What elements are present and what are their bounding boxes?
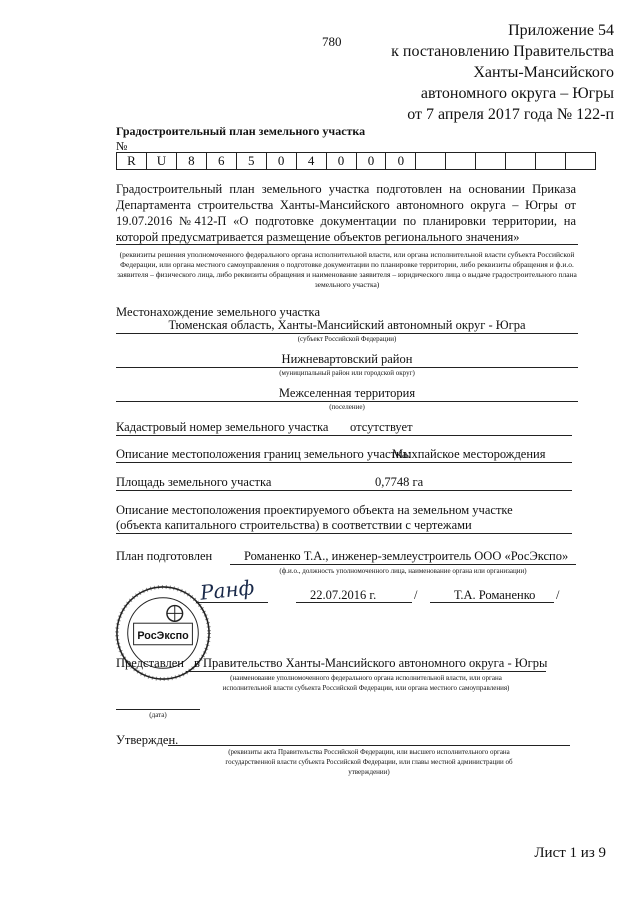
date-caption: (дата) xyxy=(149,711,167,719)
number-cell: 8 xyxy=(177,153,207,169)
number-cell xyxy=(446,153,476,169)
district-caption: (муниципальный район или городской округ) xyxy=(279,369,415,377)
underline xyxy=(116,462,572,463)
underline xyxy=(230,564,576,565)
divider xyxy=(116,244,578,245)
prepared-date: 22.07.2016 г. xyxy=(310,588,377,602)
basis-text: Градостроительный план земельного участка подготовлен на основании Приказа Департамента строительства Ханты-Мансийского автономного округа – Югры от 19.07.2016 №412-П «О подготовке документации по планировки территории, на которой предусматривается размещение объектов регионального значения» xyxy=(116,182,576,244)
number-cell: U xyxy=(147,153,177,169)
requisites-note: (реквизиты решения уполномоченного федерального органа исполнительной власти, или органа исполнительной власти субъекта Российской Федерации, или органа местного самоуправления о подготовке документации по планировке территории, либо реквизиты обращения и ф.и.о. заявителя – физического лица, либо реквизиты обращения и наименование заявителя – юридического лица о выдаче градостроительного плана земельного участка) xyxy=(117,250,577,289)
boundaries-value: Мыхпайское месторождения xyxy=(392,447,546,461)
appendix-line-4: автономного округа – Югры xyxy=(420,85,614,102)
appendix-line-5: от 7 апреля 2017 года № 122-п xyxy=(407,106,614,123)
number-cell xyxy=(566,153,595,169)
number-cell xyxy=(506,153,536,169)
number-cell xyxy=(416,153,446,169)
slash: / xyxy=(414,588,418,602)
area-value: 0,7748 га xyxy=(375,475,424,489)
object-location-line-1: Описание местоположения проектируемого объекта на земельном участке xyxy=(116,503,513,517)
underline xyxy=(296,602,412,603)
presented-label: Представлен xyxy=(116,656,184,670)
presented-caption-1: (наименование уполномоченного федерального органа исполнительной власти, или органа xyxy=(230,674,502,682)
approved-caption-3: утверждении) xyxy=(348,768,390,776)
underline xyxy=(168,745,570,746)
underline xyxy=(116,367,578,368)
presented-value: в Правительство Ханты-Мансийского автономного округа - Югры xyxy=(194,656,548,670)
plan-title: Градостроительный план земельного участка xyxy=(116,124,366,138)
prepared-name: Т.А. Романенко xyxy=(454,588,536,602)
district-value: Нижневартовский район xyxy=(281,352,413,366)
approved-label: Утвержден. xyxy=(116,733,179,747)
approved-caption-2: государственной власти субъекта Российской Федерации, или главы местной администрации об xyxy=(225,758,513,766)
number-cell: 0 xyxy=(267,153,297,169)
underline xyxy=(116,533,572,534)
sheet-counter: Лист 1 из 9 xyxy=(534,845,606,861)
object-location-line-2: (объекта капитального строительства) в соответствии с чертежами xyxy=(116,518,472,532)
underline xyxy=(116,490,572,491)
prepared-caption: (ф.и.о., должность уполномоченного лица, наименование органа или организации) xyxy=(279,567,527,575)
number-cell xyxy=(536,153,566,169)
cadastral-value: отсутствует xyxy=(350,420,413,434)
number-cell: R xyxy=(117,153,147,169)
underline xyxy=(116,333,578,334)
signature: Ранф xyxy=(198,575,256,605)
date-line xyxy=(116,709,200,710)
underline xyxy=(186,671,546,672)
number-cell: 6 xyxy=(207,153,237,169)
underline xyxy=(430,602,554,603)
number-cell xyxy=(476,153,506,169)
slash: / xyxy=(556,588,560,602)
subject-value: Тюменская область, Ханты-Мансийский автономный округ - Югра xyxy=(168,318,526,332)
cadastral-label: Кадастровый номер земельного участка xyxy=(116,420,329,434)
subject-caption: (субъект Российской Федерации) xyxy=(297,335,397,343)
plan-number-label: № xyxy=(116,139,128,153)
stamp-text: РосЭкспо xyxy=(137,629,189,642)
underline xyxy=(116,435,572,436)
number-cell: 5 xyxy=(237,153,267,169)
presented-caption-2: исполнительной власти субъекта Российской Федерации, или органа местного самоуправления) xyxy=(222,684,510,692)
prepared-value: Романенко Т.А., инженер-землеустроитель ООО «РосЭкспо» xyxy=(244,549,569,563)
prepared-label: План подготовлен xyxy=(116,549,213,563)
boundaries-label: Описание местоположения границ земельного участка: xyxy=(116,447,411,461)
number-cell: 0 xyxy=(357,153,387,169)
underline xyxy=(116,401,578,402)
appendix-line-1: Приложение 54 xyxy=(508,22,614,39)
plan-number-grid xyxy=(116,152,596,170)
number-cell: 0 xyxy=(327,153,357,169)
appendix-line-2: к постановлению Правительства xyxy=(391,43,614,60)
settlement-value: Межселенная территория xyxy=(278,386,416,400)
location-label: Местонахождение земельного участка xyxy=(116,305,320,319)
approved-caption-1: (реквизиты акта Правительства Российской Федерации, или высшего исполнительного органа xyxy=(228,748,510,756)
number-cell: 4 xyxy=(297,153,327,169)
appendix-header xyxy=(314,20,614,125)
settlement-caption: (поселение) xyxy=(329,403,365,411)
number-cell: 0 xyxy=(386,153,416,169)
appendix-line-3: Ханты-Мансийского xyxy=(473,64,614,81)
area-label: Площадь земельного участка xyxy=(116,475,272,489)
page-number: 780 xyxy=(322,34,342,49)
